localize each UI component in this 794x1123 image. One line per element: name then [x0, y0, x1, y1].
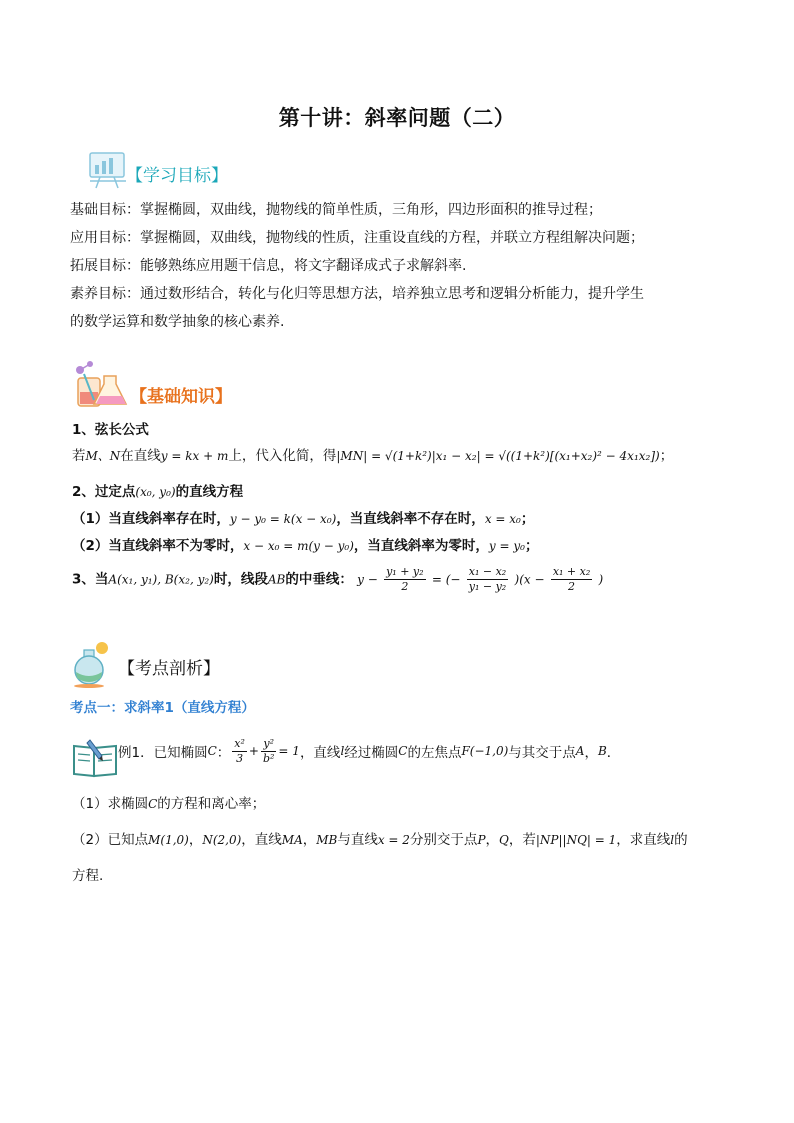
chord-length-formula-line: 若M、N在直线y = kx + m上，代入化简，得|MN| = √(1+k²)|x₁ − x₂| = √((1+k²)[(x₁+x₂)² − 4x₁x₂])；: [72, 448, 674, 464]
flask-icon: [72, 360, 128, 410]
chord-length-formula: |MN| = √(1+k²)|x₁ − x₂| = √((1+k²)[(x₁+x₂)² − 4x₁x₂]): [336, 449, 660, 463]
point-slope-case-1: （1）当直线斜率存在时，y − y₀ = k(x − x₀)，当直线斜率不存在时，x = x₀；: [72, 511, 535, 527]
goal-apply: 应用目标：掌握椭圆，双曲线，抛物线的性质，注重设直线的方程，并联立方程组解决问题；: [70, 230, 644, 246]
goal-literacy-cont: 的数学运算和数学抽象的核心素养.: [70, 314, 285, 330]
example-1-statement: 例1．已知椭圆 C ： $\frac{\text{x²}}{3}$ + $\frac{\text{y²}}{\text{b²}}$ = 1 ，直线 l 经过椭圆 C 的左焦点 F(−1,0) 与其交于点 A ， B ．: [118, 736, 621, 765]
goal-basic: 基础目标：掌握椭圆，双曲线，抛物线的简单性质，三角形，四边形面积的推导过程；: [70, 202, 602, 218]
kaodian-title: 考点一：求斜率1（直线方程）: [70, 700, 255, 716]
fraction: $\frac{\text{x₁ − x₂}}{\text{y₁ − y₂}}$: [468, 565, 507, 593]
basics-heading: 【基础知识】: [130, 387, 232, 407]
fraction: $\frac{\text{y₁ + y₂}}{2}$: [386, 565, 424, 593]
lab-flask-icon: [72, 640, 118, 688]
example-1-question-2: （2）已知点M(1,0)，N(2,0)，直线MA，MB与直线x = 2分别交于点P，Q，若|NP||NQ| = 1，求直线l的: [72, 832, 688, 848]
analysis-header: [72, 640, 292, 688]
book-pencil-icon: [72, 736, 120, 778]
basics-header: [72, 360, 292, 410]
perpendicular-bisector-line: 3、当A(x₁, y₁), B(x₂, y₂)时，线段AB的中垂线： y − $\frac{\text{y₁ + y₂}}{2}$ = (− $\frac{\text{x₁ − x₂}}{\text{y₁ − y₂}}$ )(x − $\frac{\text{x₁ + x₂}}{2}$ ): [72, 565, 604, 593]
fraction: $\frac{\text{y²}}{\text{b²}}$: [262, 736, 275, 765]
goals-list: [70, 196, 740, 336]
page-title: 第十讲：斜率问题（二）: [278, 106, 516, 130]
fraction: $\frac{\text{x²}}{3}$: [234, 736, 245, 765]
goal-extend: 拓展目标：能够熟练应用题干信息，将文字翻译成式子求解斜率.: [70, 258, 467, 274]
point-slope-case-2: （2）当直线斜率不为零时，x − x₀ = m(y − y₀)，当直线斜率为零时，y = y₀；: [72, 538, 539, 554]
goal-literacy: 素养目标：通过数形结合，转化与化归等思想方法，培养独立思考和逻辑分析能力，提升学生: [70, 286, 644, 302]
goals-heading: 【学习目标】: [126, 166, 228, 186]
chord-length-title: 1、弦长公式: [72, 422, 149, 438]
point-slope-title: 2、过定点(x₀, y₀)的直线方程: [72, 484, 244, 500]
fraction: $\frac{\text{x₁ + x₂}}{2}$: [552, 565, 591, 593]
analysis-heading: 【考点剖析】: [118, 659, 220, 679]
example-1-question-2-tail: 方程.: [72, 868, 104, 884]
goals-header: [86, 150, 286, 190]
example-1-question-1: （1）求椭圆C的方程和离心率；: [72, 796, 266, 812]
